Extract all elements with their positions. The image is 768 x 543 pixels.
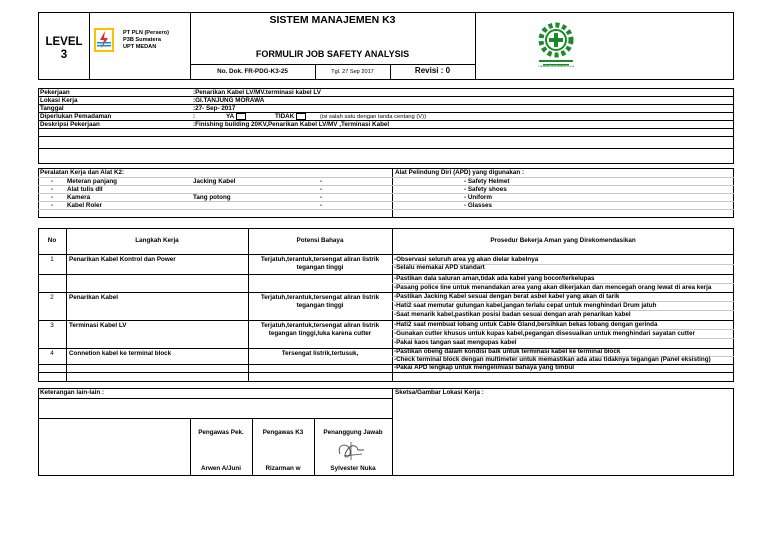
procedure-item: -Selalu memakai APD standart <box>394 264 485 271</box>
info-value-lokasi: :GI.TANJUNG MORAWA <box>193 97 265 104</box>
ya-checkbox[interactable] <box>236 113 246 120</box>
tool-dash-2: - <box>320 194 323 201</box>
role-pengawas-k3: Pengawas K3 <box>262 429 304 436</box>
step-potensi: Tersengat listrik,tertusuk, <box>281 350 359 357</box>
info-value-tanggal: :27- Sep- 2017 <box>193 105 236 112</box>
revision: Revisi : 0 <box>414 66 451 75</box>
procedure-item: -Saat menarik kabel,pastikan posisi badan sesuai dengan arah penarikan kabel <box>394 311 631 318</box>
procedure-item: -Observasi seluruh area yg akan dielar kabelnya <box>394 256 539 263</box>
level-label: LEVEL 3 <box>45 36 83 61</box>
step-no: 4 <box>50 350 54 357</box>
tool-dash: - <box>51 186 54 193</box>
procedure-item: -Pastikan dala saluran aman,tidak ada kabel yang bocor/terkelupas <box>394 275 595 282</box>
apd-item: - Uniform <box>464 194 492 201</box>
step-langkah: Terminasi Kabel LV <box>69 322 127 329</box>
col-header-potensi: Potensi Bahaya <box>296 237 344 244</box>
tool-item-2: Tang potong <box>193 194 231 201</box>
procedure-item: -Gunakan cutter khusus untuk kupas kabel,pegangan disesuaikan untuk menghindari sayatan cutter <box>394 330 695 337</box>
procedure-item: -Pastikan Jacking Kabel sesuai dengan berat asbel kabel yang akan di tarik <box>394 293 620 300</box>
name-pengawas-k3: Rizarman w <box>265 465 301 472</box>
tool-item: Alat tulis dll <box>67 186 103 193</box>
step-potensi: Terjatuh,terantuk,tersengat aliran listrik tegangan tinggi,luka karena cutter <box>260 322 380 337</box>
step-potensi: Terjatuh,terantuk,tersengat aliran listrik tegangan tinggi <box>260 294 380 309</box>
tool-dash-2: - <box>320 178 323 185</box>
sketsa-label: Sketsa/Gambar Lokasi Kerja : <box>395 389 484 396</box>
signature-icon <box>334 440 368 462</box>
apd-item: - Safety shoes <box>464 186 507 193</box>
tool-item: Kabel Roler <box>67 202 102 209</box>
procedure-item: -Pakai APD lengkap untuk mengelimiasi bahaya yang timbul <box>394 364 574 371</box>
form-title: FORMULIR JOB SAFETY ANALYSIS <box>255 49 410 59</box>
tidak-checkbox[interactable] <box>296 113 306 120</box>
tool-item-2: Jacking Kabel <box>193 178 236 185</box>
tool-dash: - <box>51 178 54 185</box>
tools-header: Peralatan Kerja dan Alat K2: <box>40 169 125 176</box>
procedure-item: -Hati2 saat membuat lobang untuk Cable Gland,bersihkan bekas lobang dengan gerinda <box>394 321 658 328</box>
info-label-tanggal: Tanggal <box>40 105 64 112</box>
step-no: 1 <box>50 256 54 263</box>
step-no: 2 <box>50 294 54 301</box>
tool-dash: - <box>51 202 54 209</box>
step-langkah: Penarikan Kabel <box>69 294 118 301</box>
col-header-no: No <box>47 237 57 244</box>
col-header-prosedur: Prosedur Bekerja Aman yang Direkomendasikan <box>490 237 636 244</box>
tidak-option[interactable]: TIDAK <box>275 113 306 121</box>
info-value-pekerjaan: :Penarikan Kabel LV/MV.terminasi kabel LV <box>193 89 321 96</box>
procedure-item: -Pasang police line untuk menandakan area yang akan dikerjakan dan mencegah orang lewat di area kerja <box>394 284 712 291</box>
role-penanggung-jawab: Penanggung Jawab <box>323 429 383 436</box>
procedure-item: -Pastikan obeng dalam kondisi baik untuk terminasi kabel ke terminal block <box>394 348 621 355</box>
apd-item: - Safety Helmet <box>464 178 510 185</box>
tool-dash-2: - <box>320 202 323 209</box>
keterangan-label: Keterangan lain-lain : <box>40 389 105 396</box>
apd-item: - Glasses <box>464 202 493 209</box>
k3-logo-icon <box>533 18 579 68</box>
apd-header: Alat Pelindung Diri (APD) yang digunakan : <box>395 169 525 176</box>
step-langkah: Connetion kabel ke terminal block <box>69 350 172 357</box>
tool-dash: - <box>51 194 54 201</box>
company-name: PT PLN (Persero) P3B Sumatera UPT MEDAN <box>123 30 170 50</box>
procedure-item: -Check terminal block dengan multimeter untuk memastikan ada atau tidaknya tegangan (Panel eksisting) <box>394 356 711 363</box>
step-langkah: Penarikan Kabel Kontrol dan Power <box>69 256 176 263</box>
info-value-deskripsi: :Finishing building 20KV,Penarikan Kabel LV/MV ,Terminasi Kabel <box>193 121 390 128</box>
doc-number: No. Dok. FR-PDG-K3-25 <box>217 68 288 75</box>
name-penanggung-jawab: Sylvester Nuka <box>330 465 376 472</box>
form-system-title: SISTEM MANAJEMEN K3 <box>269 14 396 26</box>
tool-dash-2: - <box>320 186 323 193</box>
checkbox-note: (isi salah satu dengan tanda centang (V)) <box>320 114 427 120</box>
step-no: 3 <box>50 322 54 329</box>
info-label-pemadaman: Diperlukan Pemadaman <box>40 113 112 120</box>
role-pengawas-pek: Pengawas Pek. <box>198 429 244 436</box>
info-value-pemadaman: : <box>193 113 196 120</box>
pln-logo-icon <box>94 28 114 52</box>
procedure-item: -Hati2 saat memutar gulungan kabel,jangan terlalu cepat untuk menghindari Drum jatuh <box>394 302 657 309</box>
ya-option[interactable]: YA <box>226 113 246 121</box>
tool-item: Meteran panjang <box>67 178 118 185</box>
k3-logo-caption: UTAMAKAN KESELAMATAN KERJA <box>537 66 575 68</box>
tool-item: Kamera <box>67 194 91 201</box>
step-potensi: Terjatuh,terantuk,tersengat aliran listrik tegangan tinggi <box>260 256 380 271</box>
info-label-deskripsi: Deskripsi Pekerjaan <box>40 121 100 128</box>
procedure-item: -Pakai kaos tangan saat mengupas kabel <box>394 339 517 346</box>
doc-date: Tgl. 27 Sep 2017 <box>331 69 374 75</box>
name-pengawas-pek: Arwen A/Juni <box>200 465 241 472</box>
col-header-langkah: Langkah Kerja <box>135 237 179 244</box>
info-label-lokasi: Lokasi Kerja <box>40 97 78 104</box>
info-label-pekerjaan: Pekerjaan <box>40 89 70 96</box>
